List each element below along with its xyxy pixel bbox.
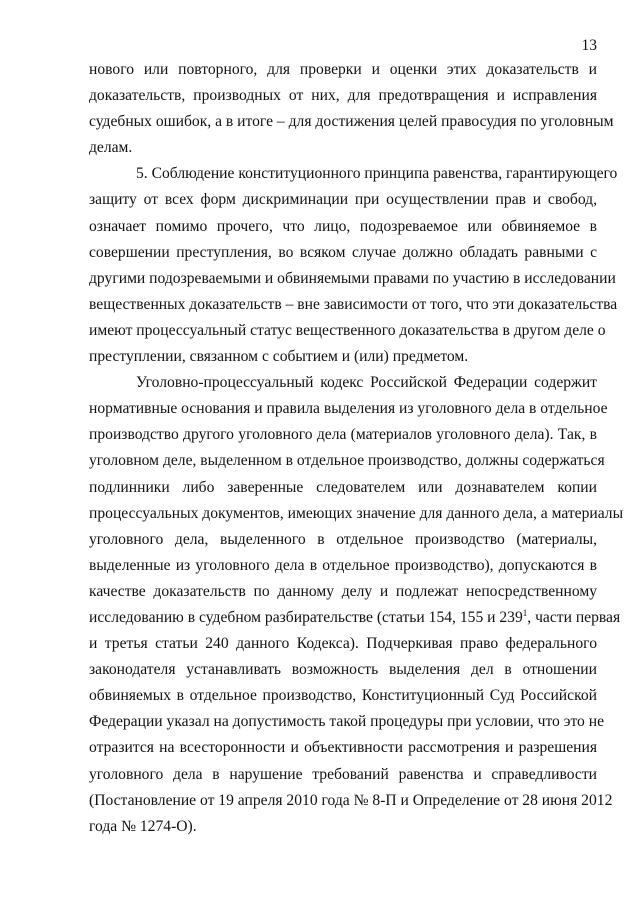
text-line: выделенные из уголовного дела в отдельное производство), допускаются в: [89, 556, 597, 574]
text-line: законодателя устанавливать возможность выделения дел в отношении: [89, 661, 597, 679]
text-line: нового или повторного, для проверки и оценки этих доказательств и: [89, 61, 597, 78]
text-line: и третья статьи 240 данного Кодекса). Подчеркивая право федерального: [89, 635, 597, 653]
text-line: года № 1274-О).: [89, 817, 197, 835]
text-line: 5. Соблюдение конституционного принципа равенства, гарантирующего: [136, 165, 618, 183]
page-number: 13: [581, 37, 597, 54]
text-line: другими подозреваемыми и обвиняемыми правами по участию в исследовании: [89, 269, 616, 287]
text-line: качестве доказательств по данному делу и подлежат непосредственному: [89, 582, 597, 600]
text-line: Федерации указал на допустимость такой процедуры при условии, что это не: [89, 713, 605, 731]
text-line: исследованию в судебном разбирательстве (статьи 154, 155 и $239^1$, части первая: [89, 607, 621, 626]
line-tail: , части первая: [527, 608, 621, 626]
paragraph: [89, 161, 618, 370]
document-body: [89, 57, 624, 840]
text-line: защиту от всех форм дискриминации при осуществлении прав и свобод,: [89, 191, 597, 209]
text-line: преступлении, связанном с событием и (или) предметом.: [89, 348, 469, 366]
paragraph: [89, 57, 614, 161]
text-line: Уголовно-процессуальный кодекс Российской Федерации содержит: [136, 374, 597, 392]
text-line: подлинники либо заверенные следователем или дознавателем копии: [89, 478, 597, 496]
text-line: уголовного дела в нарушение требований равенства и справедливости: [89, 765, 597, 783]
text-line: нормативные основания и правила выделения из уголовного дела в отдельное: [89, 400, 608, 418]
text-line: судебных ошибок, а в итоге – для достижения целей правосудия по уголовным: [89, 113, 614, 131]
text-line: производство другого уголовного дела (материалов уголовного дела). Так, в: [89, 426, 597, 444]
text-line: обвиняемых в отдельное производство, Конституционный Суд Российской: [89, 687, 597, 705]
text-line: отразится на всесторонности и объективности рассмотрения и разрешения: [89, 739, 597, 757]
text-line: уголовного дела, выделенного в отдельное производство (материалы,: [89, 530, 597, 548]
paragraph: [89, 370, 624, 840]
text-line: означает помимо прочего, что лицо, подозреваемое или обвиняемое в: [89, 217, 597, 235]
footnote-superscript: 1: [522, 607, 528, 618]
text-line: имеют процессуальный статус вещественного доказательства в другом деле о: [89, 321, 606, 339]
text-line: доказательств, производных от них, для предотвращения и исправления: [89, 87, 597, 105]
text-line: (Постановление от 19 апреля 2010 года № 8-П и Определение от 28 июня 2012: [89, 791, 613, 809]
text-line: вещественных доказательств – вне зависимости от того, что эти доказательства: [89, 295, 618, 313]
text-line: уголовном деле, выделенном в отдельное производство, должны содержаться: [89, 452, 605, 470]
text-line: совершении преступления, во всяком случае должно обладать равными с: [89, 243, 597, 261]
text-line: процессуальных документов, имеющих значение для данного дела, а материалы: [89, 504, 624, 522]
text-line: делам.: [89, 139, 133, 157]
